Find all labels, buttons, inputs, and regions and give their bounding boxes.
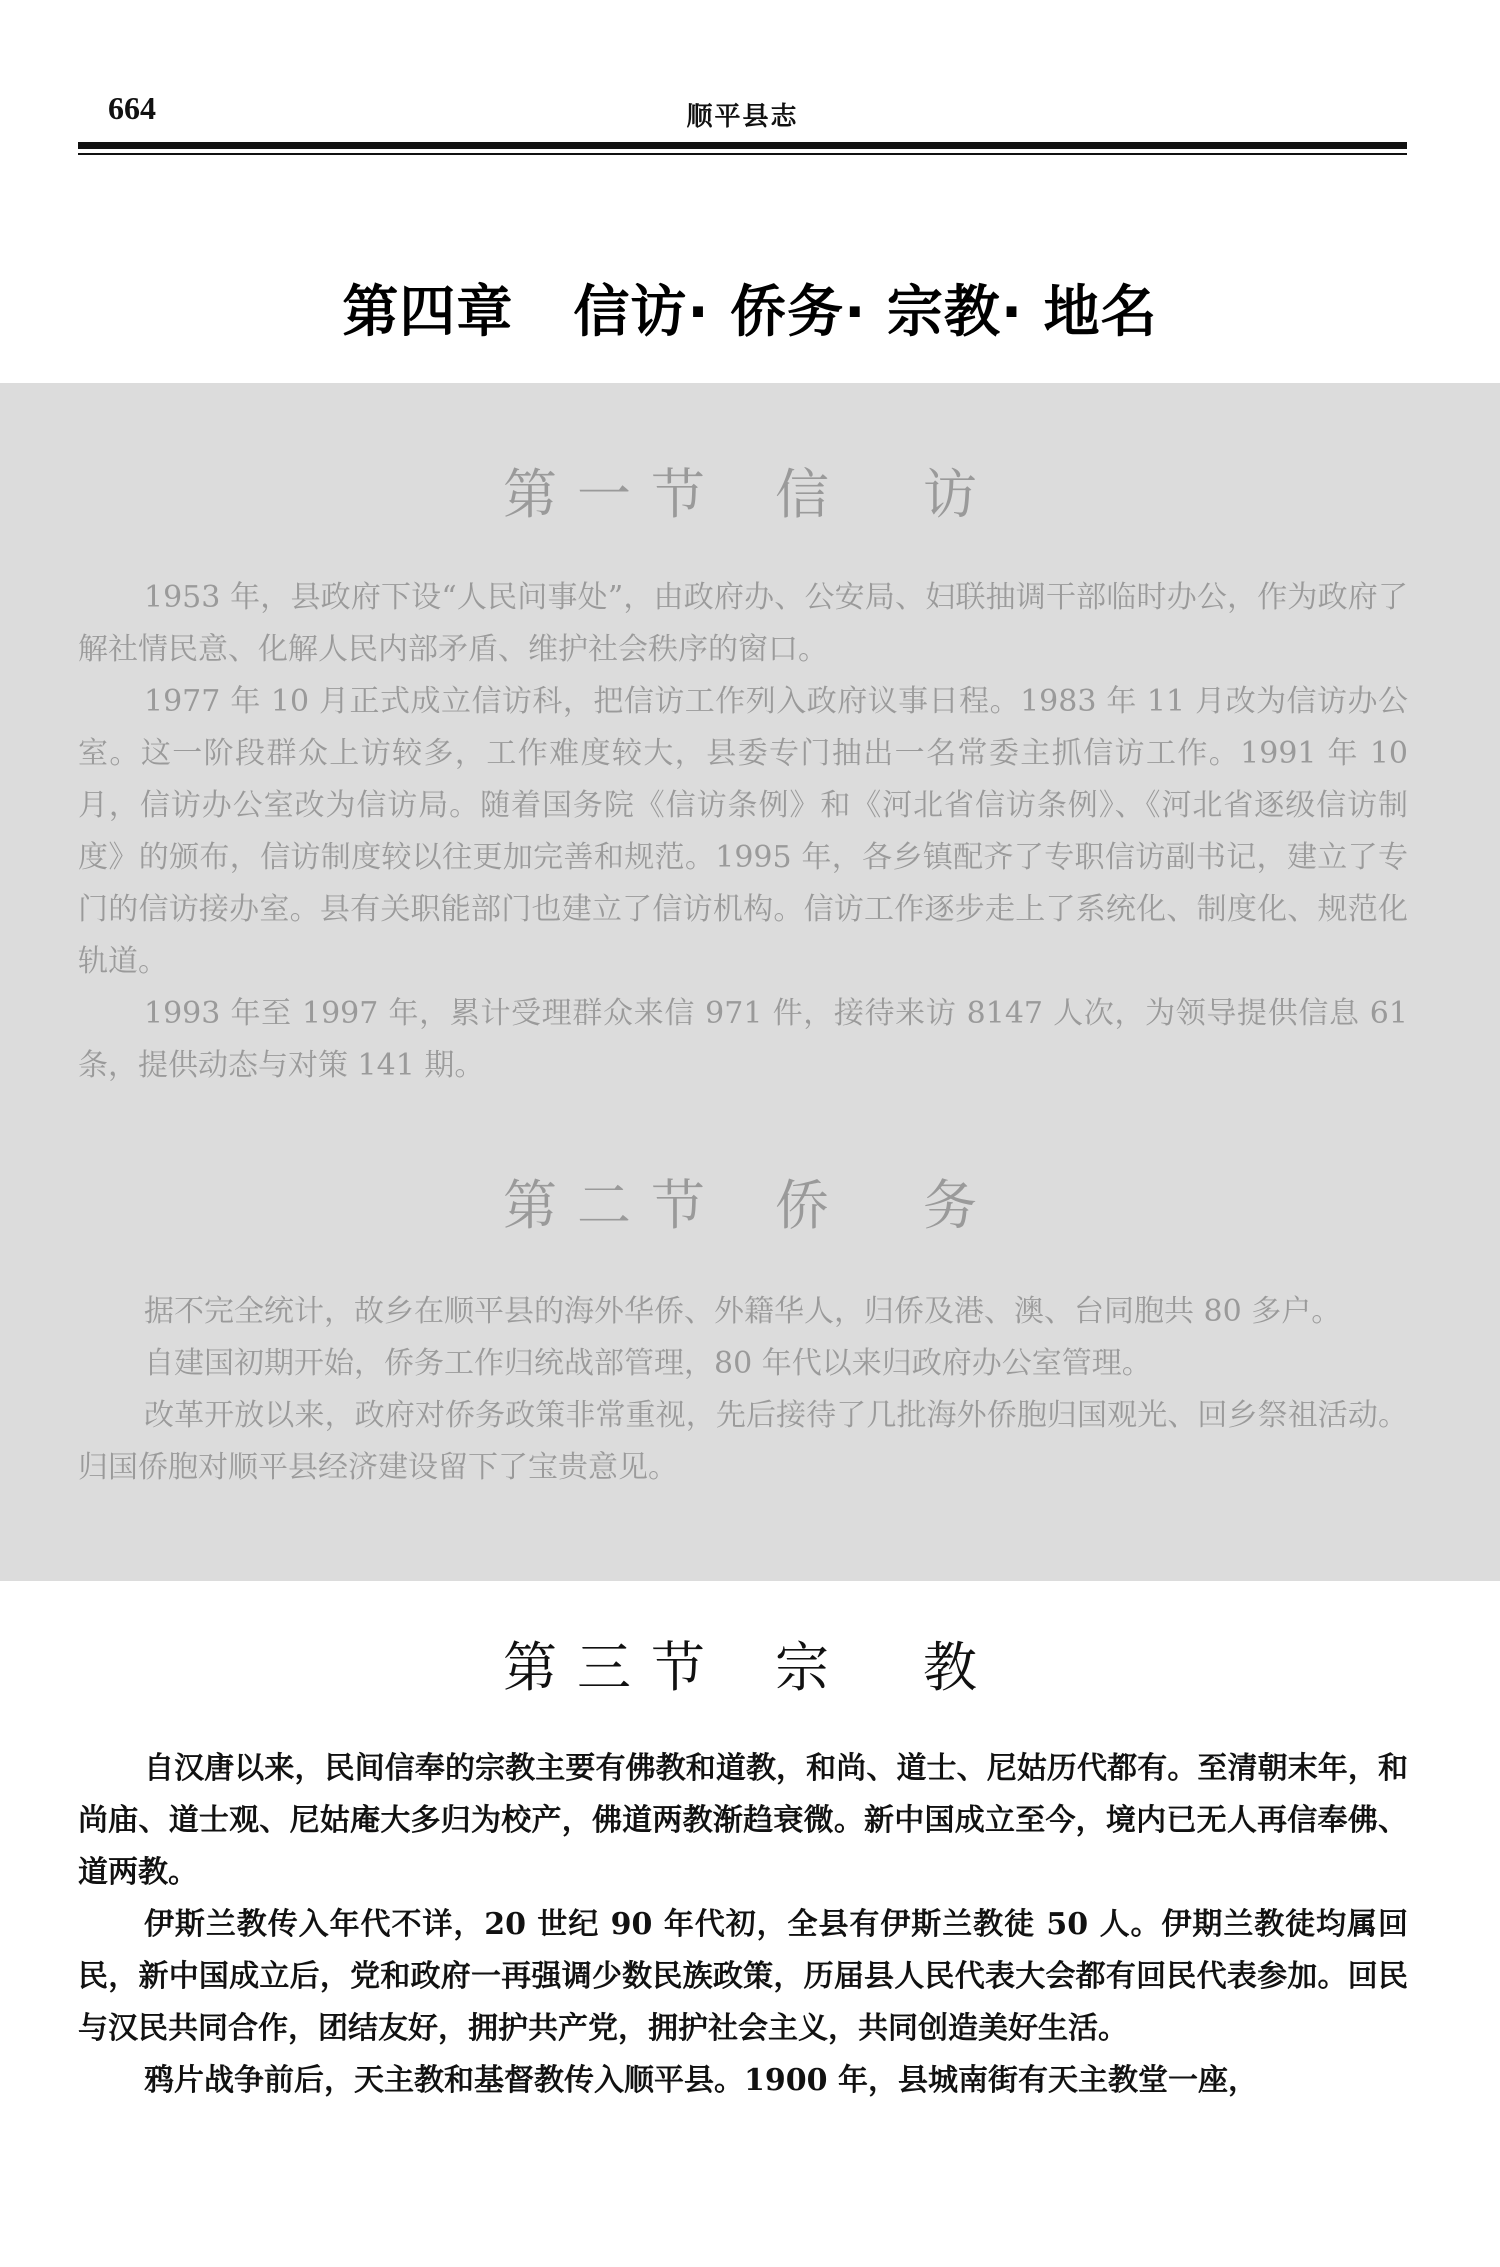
paragraph: 据不完全统计，故乡在顺平县的海外华侨、外籍华人，归侨及港、澳、台同胞共 80 多户。 [144, 1294, 1342, 1329]
page-number: 664 [108, 90, 156, 126]
running-title: 顺平县志 [686, 102, 799, 132]
section-body-xinfang [78, 572, 1408, 1092]
chapter-title [0, 268, 1500, 348]
chapter-number: 第四章 [342, 280, 514, 345]
page-header [78, 90, 1407, 132]
section-title-zongjiao: 第三节 宗 教 [503, 1636, 997, 1699]
section-body-zongjiao [78, 1743, 1408, 2107]
paragraph: 1993 年至 1997 年，累计受理群众来信 971 件，接待来访 8147 人次，为领导提供信息 61 条，提供动态与对策 141 期。 [78, 996, 1408, 1083]
header-rule-thin [78, 153, 1407, 155]
section-body-qiaowu [78, 1286, 1408, 1494]
section-title-xinfang: 第一节 信 访 [503, 463, 997, 526]
paragraph: 1953 年，县政府下设“人民问事处”，由政府办、公安局、妇联抽调干部临时办公，作为政府了解社情民意、化解人民内部矛盾、维护社会秩序的窗口。 [78, 580, 1408, 667]
paragraph: 鸦片战争前后，天主教和基督教传入顺平县。1900 年，县城南街有天主教堂一座， [144, 2063, 1258, 2098]
section-title-qiaowu: 第二节 侨 务 [503, 1174, 997, 1237]
paragraph: 1977 年 10 月正式成立信访科，把信访工作列入政府议事日程。1983 年 11 月改为信访办公室。这一阶段群众上访较多，工作难度较大，县委专门抽出一名常委主抓信访工作。1991 年 10 月，信访办公室改为信访局。随着国务院《信访条例》和《河北省信访条例》、《河北省逐级信访制度》的颁布，信访制度较以往更加完善和规范。1995 年，各乡镇配齐了专职信访副书记，建立了专门的信访接办室。县有关职能部门也建立了信访机构。信访工作逐步走上了系统化、制度化、规范化轨道。 [78, 684, 1408, 979]
paragraph: 改革开放以来，政府对侨务政策非常重视，先后接待了几批海外侨胞归国观光、回乡祭祖活动。归国侨胞对顺平县经济建设留下了宝贵意见。 [78, 1398, 1408, 1485]
paragraph: 伊斯兰教传入年代不详，20 世纪 90 年代初，全县有伊斯兰教徒 50 人。伊期兰教徒均属回民，新中国成立后，党和政府一再强调少数民族政策，历届县人民代表大会都有回民代表参加。回民与汉民共同合作，团结友好，拥护共产党，拥护社会主义，共同创造美好生活。 [78, 1907, 1408, 2046]
paragraph: 自汉唐以来，民间信奉的宗教主要有佛教和道教，和尚、道士、尼姑历代都有。至清朝末年，和尚庙、道士观、尼姑庵大多归为校产，佛道两教渐趋衰微。新中国成立至今，境内已无人再信奉佛、道两教。 [78, 1751, 1408, 1890]
header-rule [78, 142, 1407, 149]
paragraph: 自建国初期开始，侨务工作归统战部管理，80 年代以来归政府办公室管理。 [144, 1346, 1152, 1381]
chapter-name: 信访· 侨务· 宗教· 地名 [573, 280, 1158, 345]
